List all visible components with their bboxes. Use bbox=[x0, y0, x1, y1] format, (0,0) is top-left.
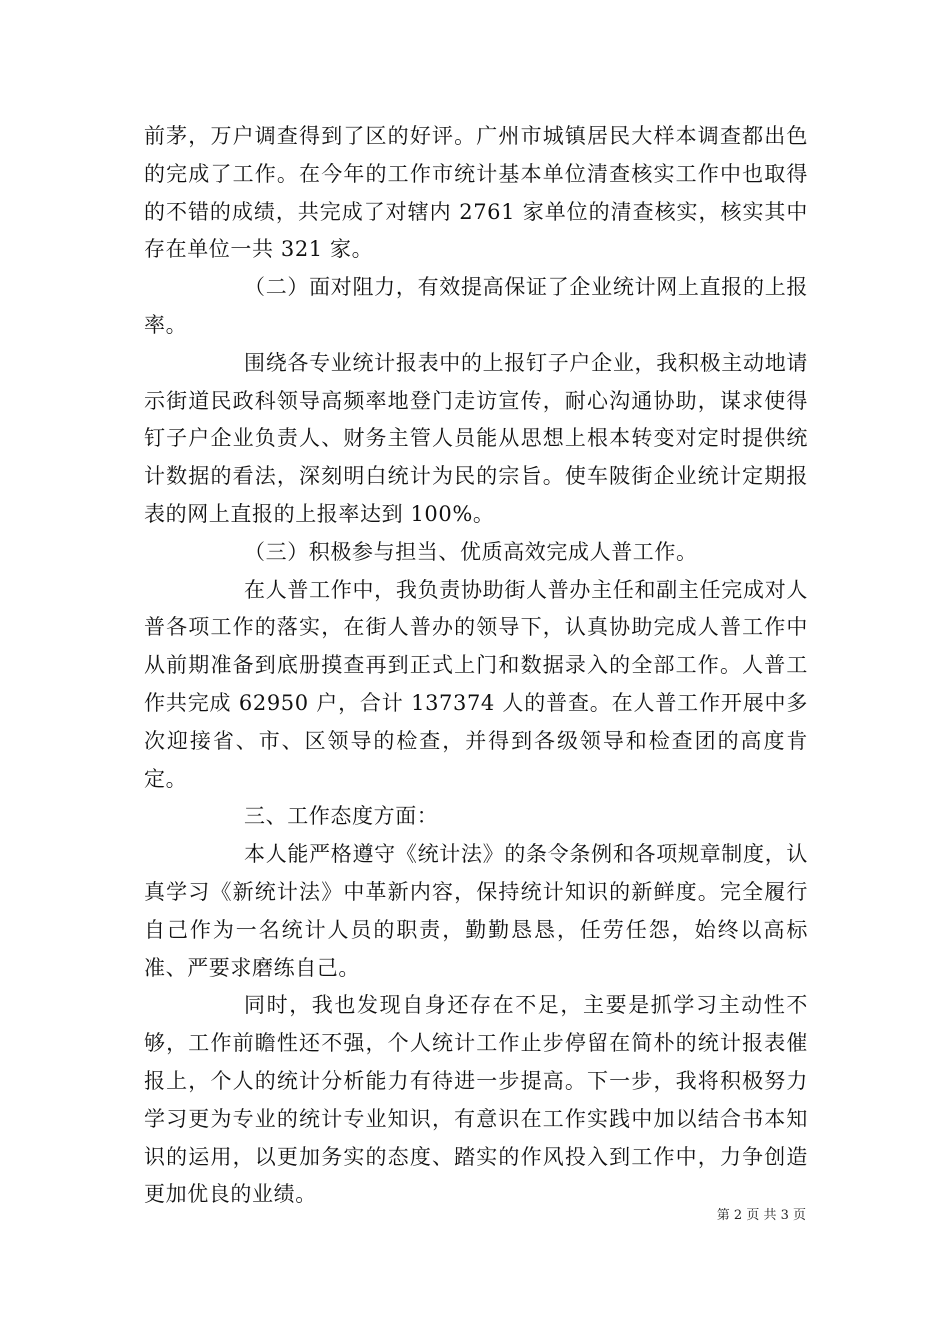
paragraph-shortcomings: 同时，我也发现自身还存在不足，主要是抓学习主动性不够，工作前瞻性还不强，个人统计工作止步停留在简朴的统计报表催报上，个人的统计分析能力有待进一步提高。下一步，我将积极努力学习更为专业的统计专业知识，有意识在工作实践中加以结合书本知识的运用，以更加务实的态度、踏实的作风投入到工作中，力争创造更加优良的业绩。 bbox=[144, 993, 808, 1207]
section-heading-2: （二）面对阻力，有效提高保证了企业统计网上直报的上报率。 bbox=[144, 275, 808, 337]
paragraph-online-reporting: 围绕各专业统计报表中的上报钉子户企业，我积极主动地请示街道民政科领导高频率地登门走访宣传，耐心沟通协助，谋求使得钉子户企业负责人、财务主管人员能从思想上根本转变对定时提供统计数据的看法，深刻明白统计为民的宗旨。使车陂街企业统计定期报表的网上直报的上报率达到 100%。 bbox=[144, 350, 808, 526]
paragraph-census-work: 在人普工作中，我负责协助街人普办主任和副主任完成对人普各项工作的落实，在街人普办的领导下，认真协助完成人普工作中从前期准备到底册摸查再到正式上门和数据录入的全部工作。人普工作共完成 62950 户，合计 137374 人的普查。在人普工作开展中多次迎接省、市、区领导的检查，并得到各级领导和检查团的高度肯定。 bbox=[144, 577, 808, 791]
section-heading-3: （三）积极参与担当、优质高效完成人普工作。 bbox=[244, 539, 698, 564]
page-number: 第 2 页 共 3 页 bbox=[716, 1208, 806, 1223]
section-heading-attitude: 三、工作态度方面： bbox=[244, 804, 439, 829]
document-body bbox=[144, 118, 808, 1214]
paragraph-attitude: 本人能严格遵守《统计法》的条令条例和各项规章制度，认真学习《新统计法》中革新内容，保持统计知识的新鲜度。完全履行自己作为一名统计人员的职责，勤勤恳恳，任劳任怨，始终以高标准、严要求磨练自己。 bbox=[144, 842, 808, 980]
paragraph-continuation: 前茅，万户调查得到了区的好评。广州市城镇居民大样本调查都出色的完成了工作。在今年的工作市统计基本单位清查核实工作中也取得的不错的成绩，共完成了对辖内 2761 家单位的清查核实，核实其中存在单位一共 321 家。 bbox=[144, 124, 808, 262]
